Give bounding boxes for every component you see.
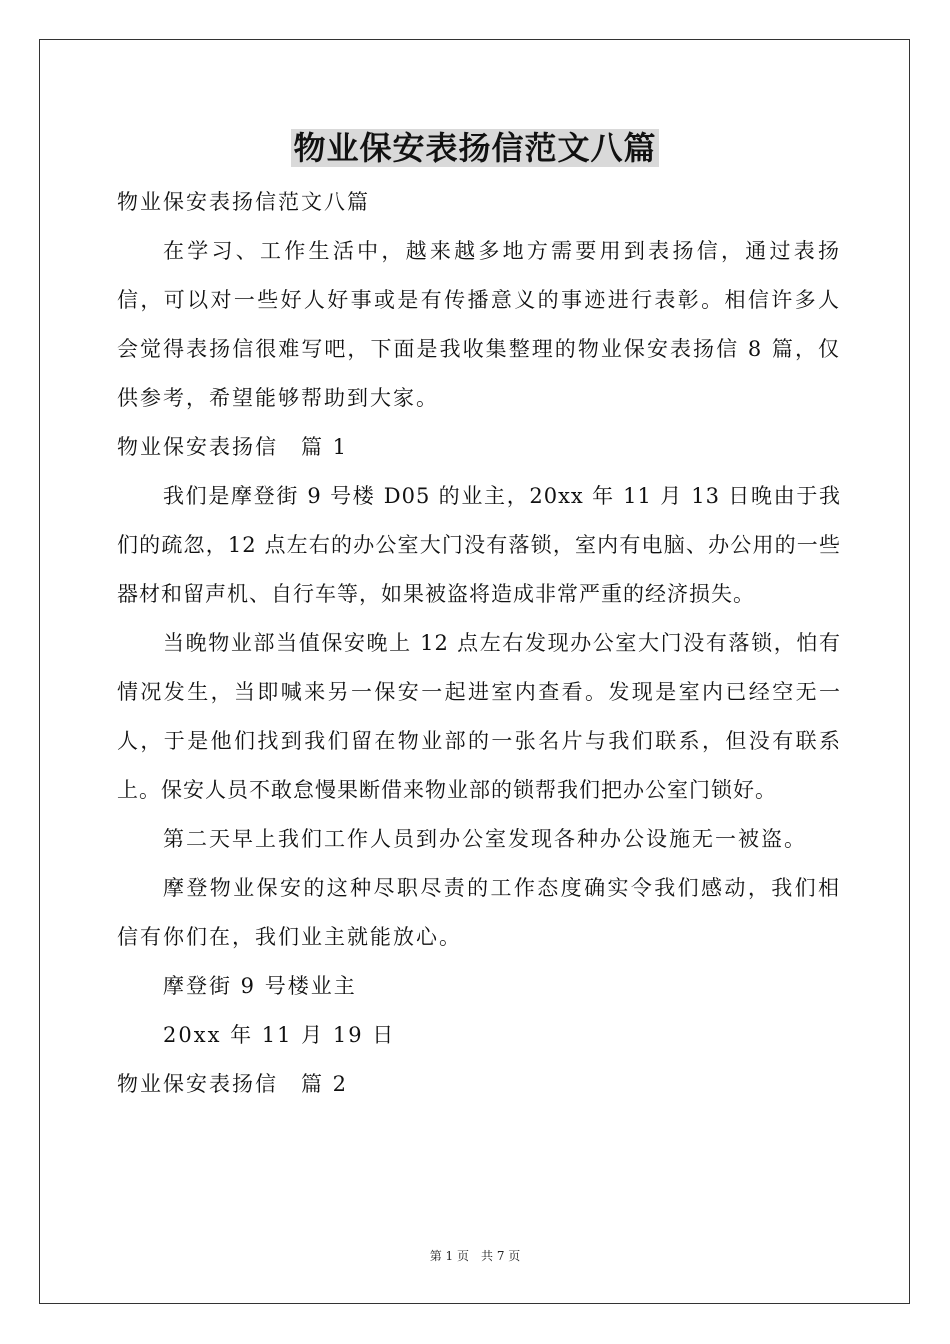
body-paragraph: 我们是摩登街 9 号楼 D05 的业主，20xx 年 11 月 13 日晚由于我们的疏忽，12 点左右的办公室大门没有落锁，室内有电脑、办公用的一些器材和留声机、自行车等，如果被盗将造成非常严重的经济损失。 — [117, 484, 841, 606]
page-number-label: 第 1 页 共 7 页 — [429, 1249, 521, 1263]
document-title-text: 物业保安表扬信范文八篇 — [293, 129, 657, 167]
document-title — [0, 126, 950, 170]
subtitle-line: 物业保安表扬信范文八篇 — [117, 190, 370, 214]
document-body — [117, 178, 841, 1109]
date-line: 20xx 年 11 月 19 日 — [163, 1023, 396, 1047]
body-paragraph: 第二天早上我们工作人员到办公室发现各种办公设施无一被盗。 — [163, 827, 807, 851]
body-paragraph: 摩登物业保安的这种尽职尽责的工作态度确实令我们感动，我们相信有你们在，我们业主就能放心。 — [117, 876, 841, 949]
page-footer — [0, 1248, 950, 1264]
intro-paragraph: 在学习、工作生活中，越来越多地方需要用到表扬信，通过表扬信，可以对一些好人好事或是有传播意义的事迹进行表彰。相信许多人会觉得表扬信很难写吧，下面是我收集整理的物业保安表扬信 8 篇，仅供参考，希望能够帮助到大家。 — [117, 239, 841, 410]
section-heading-1: 物业保安表扬信 篇 1 — [117, 435, 349, 459]
signature-line: 摩登街 9 号楼业主 — [163, 974, 357, 998]
section-heading-2: 物业保安表扬信 篇 2 — [117, 1072, 349, 1096]
body-paragraph: 当晚物业部当值保安晚上 12 点左右发现办公室大门没有落锁，怕有情况发生，当即喊来另一保安一起进室内查看。发现是室内已经空无一人，于是他们找到我们留在物业部的一张名片与我们联系，但没有联系上。保安人员不敢怠慢果断借来物业部的锁帮我们把办公室门锁好。 — [117, 631, 841, 802]
